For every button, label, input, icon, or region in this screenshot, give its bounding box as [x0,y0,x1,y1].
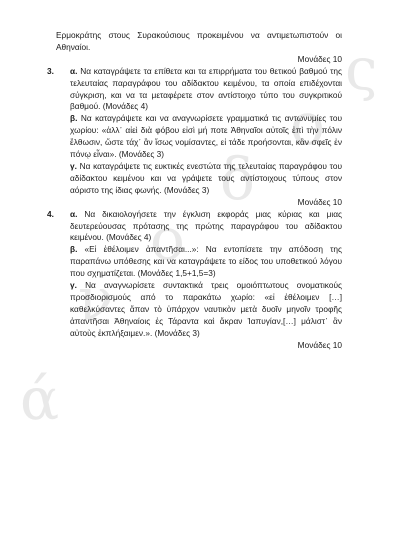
question-number: 4. [47,208,54,219]
subquestion-letter: γ. [70,280,77,291]
subquestion-text: Να καταγράψετε τα επίθετα και τα επιρρήματα του θετικού βαθμού της τελευταίας παραγράφου του αδίδακτου κειμένου, τα οποία επιδέχονται σύγκριση, και να τα μεταφέρετε στον αντίστοιχο τύπο του συγκριτικού βαθμού. (Μονάδες 4) [70,65,342,112]
watermark-letter: ο [290,90,325,158]
intro-text: Ερμοκράτης στους Συρακούσιους προκειμένου να αντιμετωπιστούν οι Αθηναίοι. [56,30,342,52]
question-4-a [47,208,342,245]
question-3-c [56,161,342,197]
subquestion-text: Να δικαιολογήσετε την έγκλιση εκφοράς μιας κύριας και μιας δευτερεύουσας πρότασης της πρώτης παραγράφου του αδίδακτου κειμένου. (Μονάδες 4) [70,208,342,243]
question-3-b [56,113,342,161]
question-4 [47,205,342,352]
watermark-letter: ν [78,265,114,333]
subquestion-letter: β. [70,244,78,255]
subquestion-letter: α. [70,208,78,219]
subquestion-text: Να καταγράψετε τις ευκτικές ενεστώτα της τελευταίας παραγράφου του αδίδακτου κειμένου και να γράψετε τους αντίστοιχους τύπους στον αόριστο της ίδιας φωνής. (Μονάδες 3) [70,160,342,195]
question-number: 3. [47,65,54,76]
watermark-letter: ά [20,365,60,433]
subquestion-letter: γ. [70,160,77,171]
subquestion-text: «Εἰ ἐθέλοιμεν ἀπαντῆσαι...»: Να εντοπίσετε την απόδοση της παραπάνω υπόθεσης και να καταγράψετε το είδος του υποθετικού λόγου που σχηματίζεται. (Μονάδες 1,5+1,5=3) [70,244,342,279]
watermark-letter: δ [220,145,255,213]
subquestion-text: Να καταγράψετε και να αναγνωρίσετε γραμματικά τις αντωνυμίες του χωρίου: «ἀλλ᾽ αἰεὶ διὰ φόβου εἰσὶ μή ποτε Ἀθηναῖοι αὐτοῖς ἐπὶ τὴν πόλιν ἔλθωσιν, ὥστε τάχ᾽ ἂν ἴσως νομίσαντες, εἰ τάδε προήσονται, κἂν σφεῖς ἐν πόνῳ εἶναι». (Μονάδες 3) [70,113,342,160]
exam-page-content [47,30,342,351]
marks-label: Μονάδες 10 [297,339,342,350]
question-4-b [56,244,342,280]
watermark-letter: ο [150,205,185,273]
question-3 [47,65,342,213]
marks-label: Μονάδες 10 [297,53,342,64]
question-4-c [56,280,342,340]
marks-label: Μονάδες 10 [297,196,342,207]
question-3-a [47,65,342,114]
subquestion-letter: β. [70,113,78,124]
watermark-letter: ς [345,35,378,103]
subquestion-letter: α. [70,65,78,76]
subquestion-text: Να αναγνωρίσετε συντακτικά τρεις ομοιόπτωτους ονοματικούς προσδιορισμούς από το παρακάτω χωρίο: «εἰ ἐθέλοιμεν […] καθελκύσαντες ἅπαν τὸ ὑπάρχον ναυτικὸν μετὰ δυοῖν μηνοῖν τροφῆς ἀπαντῆσαι Ἀθηναίοις ἐς Τάραντα καὶ ἄκραν Ἰαπυγίαν,[…] μάλιστ᾽ ἂν αὐτοὺς ἐκπλήξαιμεν.». (Μονάδες 3) [70,280,342,338]
